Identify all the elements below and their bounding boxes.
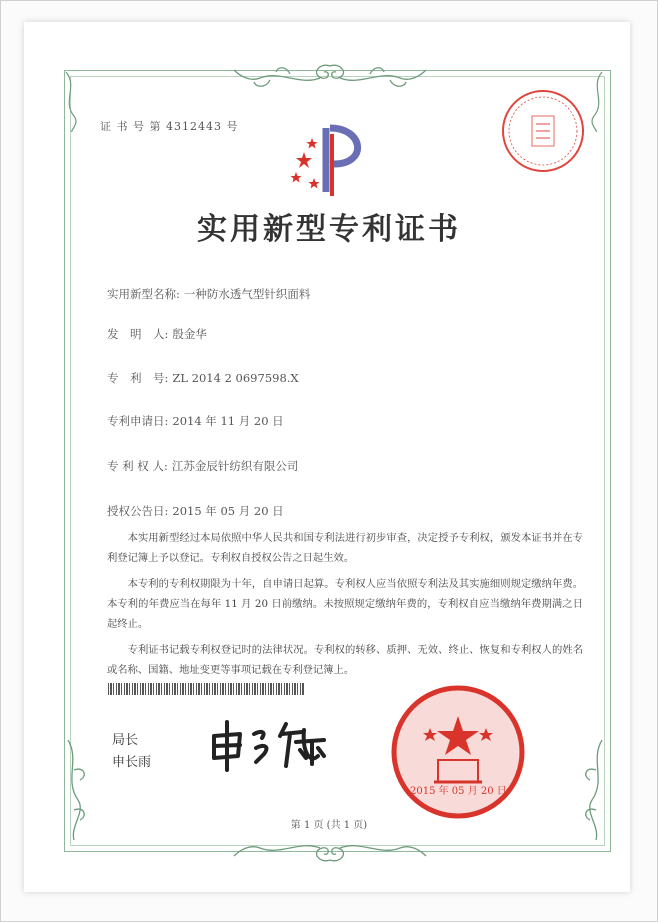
- agency-stamp: [500, 88, 586, 174]
- seal-date: 2015 年 05 月 20 日: [410, 786, 507, 797]
- certificate-title: 实用新型专利证书: [197, 212, 461, 247]
- top-ornament: [230, 60, 430, 94]
- certificate-number: 证 书 号 第 4312443 号: [100, 120, 239, 133]
- director-name: 申长雨: [112, 755, 152, 770]
- bottom-ornament: [230, 836, 430, 866]
- left-top-ornament: [58, 72, 88, 132]
- field-application-date: 专利申请日: 2014 年 11 月 20 日: [107, 414, 284, 428]
- body-paragraph: 专利证书记载专利权登记时的法律状况。专利权的转移、质押、无效、终止、恢复和专利权人的姓名或名称、国籍、地址变更等事项记载在专利登记簿上。: [107, 644, 583, 676]
- certificate-body: [107, 528, 583, 686]
- body-paragraph: 本实用新型经过本局依照中华人民共和国专利法进行初步审查，决定授予专利权，颁发本证书并在专利登记簿上予以登记。专利权自授权公告之日起生效。: [107, 532, 583, 564]
- barcode: [108, 683, 304, 695]
- body-paragraph: 本专利的专利权期限为十年，自申请日起算。专利权人应当依照专利法及其实施细则规定缴纳年费。本专利的年费应当在每年 11 月 20 日前缴纳。未按照规定缴纳年费的，专利权自应当缴纳年费期满之日起终止。: [107, 578, 583, 630]
- field-announcement-date: 授权公告日: 2015 年 05 月 20 日: [107, 504, 284, 518]
- director-signature: [206, 712, 346, 774]
- field-utility-model-name: 实用新型名称: 一种防水透气型针织面料: [107, 287, 311, 301]
- director-block: [112, 730, 151, 774]
- page-footer: 第 1 页 (共 1 页): [290, 820, 368, 831]
- director-title: 局长: [112, 733, 139, 748]
- official-seal: [388, 682, 528, 822]
- field-patent-number: 专 利 号: ZL 2014 2 0697598.X: [107, 371, 299, 385]
- field-inventor: 发 明 人: 殷金华: [107, 327, 207, 341]
- field-patentee: 专 利 权 人: 江苏金辰针纺织有限公司: [107, 459, 299, 473]
- patent-office-logo-icon: [286, 122, 378, 200]
